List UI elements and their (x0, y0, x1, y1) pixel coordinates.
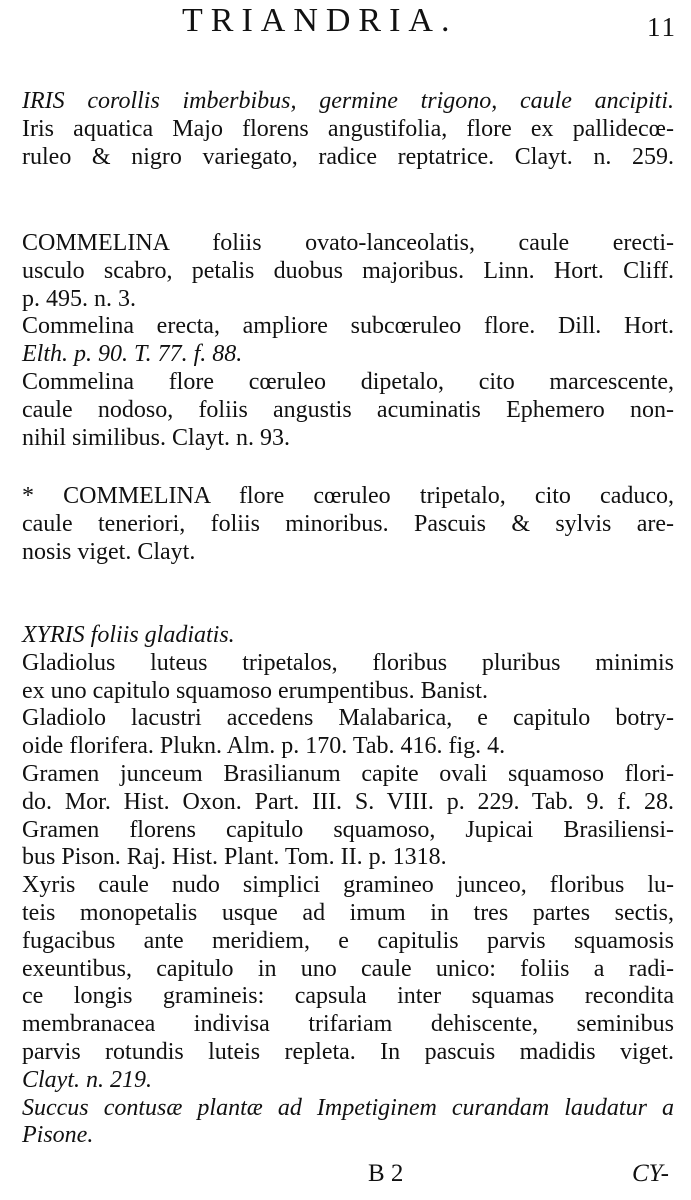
entry-line: Succus contusæ plantæ ad Impetiginem curandam laudatur a (22, 1094, 674, 1121)
entry-line: ce longis gramineis: capsula inter squamas recondita (22, 983, 674, 1010)
entry-line: usculo scabro, petalis duobus majoribus. Linn. Hort. Cliff. (22, 257, 674, 284)
signature-mark: B 2 (368, 1160, 404, 1187)
entry-line: parvis rotundis luteis repleta. In pascuis madidis viget. (22, 1038, 674, 1065)
entry-line: do. Mor. Hist. Oxon. Part. III. S. VIII. p. 229. Tab. 9. f. 28. (22, 788, 674, 815)
entry-line: p. 495. n. 3. (22, 285, 136, 312)
entry-line: Iris aquatica Majo florens angustifolia, flore ex pallidecœ- (22, 115, 674, 142)
entry-line: membranacea indivisa trifariam dehiscente, seminibus (22, 1011, 674, 1038)
entry-line: Xyris caule nudo simplici gramineo junceo, floribus lu- (22, 872, 674, 899)
entry-commelina-starred (22, 483, 674, 566)
entry-line: COMMELINA foliis ovato-lanceolatis, caule erecti- (22, 230, 674, 256)
entry-line: caule teneriori, foliis minoribus. Pascuis & sylvis are- (22, 510, 674, 537)
entry-line: bus Pison. Raj. Hist. Plant. Tom. II. p. 1318. (22, 844, 447, 871)
entry-line: XYRIS foliis gladiatis. (22, 622, 235, 648)
entry-line: Clayt. n. 219. (22, 1066, 152, 1093)
entry-line: ex uno capitulo squamoso erumpentibus. Banist. (22, 677, 488, 704)
entry-line: ruleo & nigro variegato, radice reptatrice. Clayt. n. 259. (22, 143, 674, 170)
entry-line: IRIS corollis imberbibus, germine trigono, caule ancipiti. (22, 88, 674, 114)
entry-line: Gramen junceum Brasilianum capite ovali squamoso flori- (22, 760, 674, 787)
entry-line: Gladiolo lacustri accedens Malabarica, e capitulo botry- (22, 705, 674, 732)
entry-iris (22, 88, 674, 171)
entry-line: Gramen florens capitulo squamoso, Jupicai Brasiliensi- (22, 816, 674, 843)
catchword: CY- (631, 1160, 669, 1187)
entry-line: Elth. p. 90. T. 77. f. 88. (22, 341, 243, 368)
page-number: 11 (647, 12, 677, 42)
entry-line: * COMMELINA flore cœruleo tripetalo, cito caduco, (22, 483, 674, 509)
entry-line: nihil similibus. Clayt. n. 93. (22, 424, 291, 451)
entry-line: Gladiolus luteus tripetalos, floribus pluribus minimis (22, 649, 674, 676)
entry-line: fugacibus ante meridiem, e capitulis parvis squamosis (22, 927, 674, 954)
entry-line: nosis viget. Clayt. (22, 538, 196, 565)
entry-line: caule nodoso, foliis angustis acuminatis Ephemero non- (22, 396, 674, 423)
entry-line: Commelina flore cœruleo dipetalo, cito marcescente, (22, 368, 674, 395)
entry-commelina (22, 230, 674, 452)
entry-line: teis monopetalis usque ad imum in tres partes sectis, (22, 899, 674, 926)
entry-xyris (22, 622, 674, 1150)
entry-line: exeuntibus, capitulo in uno caule unico: foliis a radi- (22, 955, 674, 982)
running-head: TRIANDRIA. (182, 2, 458, 39)
entry-line: oide florifera. Plukn. Alm. p. 170. Tab. 416. fig. 4. (22, 733, 506, 760)
entry-line: Pisone. (22, 1122, 94, 1149)
entry-line: Commelina erecta, ampliore subcœruleo flore. Dill. Hort. (22, 313, 674, 340)
